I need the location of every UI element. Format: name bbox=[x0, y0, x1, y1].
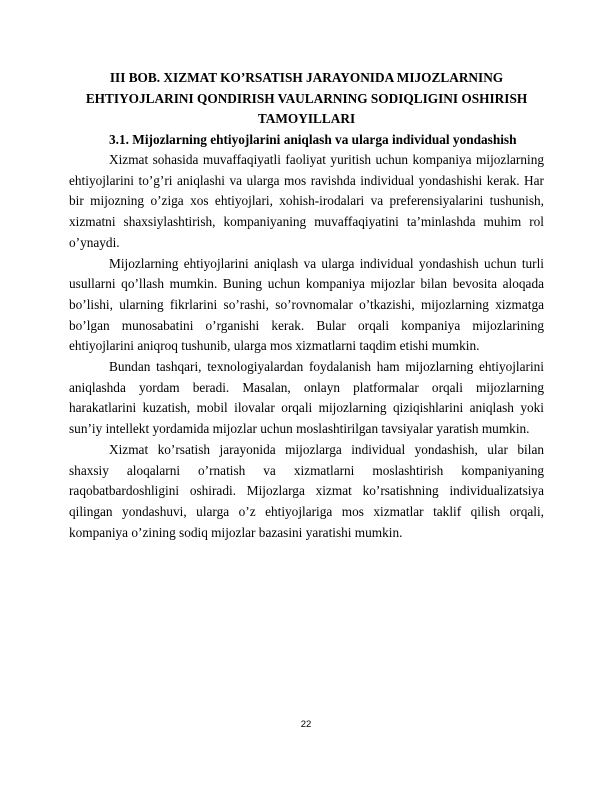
paragraph-1: Xizmat sohasida muvaffaqiyatli faoliyat yuritish uchun kompaniya mijozlarning ehtiyojlarini to’g’ri aniqlashi va ularga mos ravishda individual yondashishi kerak. Har bir mijozning o’ziga xos ehtiyojlari, xohish-irodalari va preferensiyalarini tushunish, xizmatni shaxsiylashtirish, kompaniyaning muvaffaqiyatini ta’minlashda muhim rol o’ynaydi. bbox=[69, 152, 544, 250]
paragraph-3: Bundan tashqari, texnologiyalardan foydalanish ham mijozlarning ehtiyojlarini aniqlashda yordam beradi. Masalan, onlayn platformalar orqali mijozlarning harakatlarini kuzatish, mobil ilovalar orqali mijozlarning qiziqishlarini aniqlash yoki sun’iy intellekt yordamida mijozlar uchun moslashtirilgan tavsiyalar yaratish mumkin. bbox=[69, 359, 544, 437]
document-page bbox=[69, 64, 544, 543]
paragraph-2: Mijozlarning ehtiyojlarini aniqlash va ularga individual yondashish uchun turli usullarni qo’llash mumkin. Buning uchun kompaniya mijozlar bilan bevosita aloqada bo’lishi, ularning fikrlarini so’rashi, so’rovnomalar o’tkazishi, mijozlarning xizmatga bo’lgan munosabatini o’rganishi kerak. Bular orqali kompaniya mijozlarining ehtiyojlarini aniqroq tushunib, ularga mos xizmatlarni taqdim etishi mumkin. bbox=[69, 255, 544, 354]
page-number: 22 bbox=[300, 719, 312, 730]
section-heading: 3.1. Mijozlarning ehtiyojlarini aniqlash va ularga individual yondashish bbox=[109, 131, 517, 147]
paragraph-4: Xizmat ko’rsatish jarayonida mijozlarga individual yondashish, ular bilan shaxsiy aloqalarni o’rnatish va xizmatlarni moslashtirish kompaniyaning raqobatbardoshligini oshiradi. Mijozlarga xizmat ko’rsatishning individualizatsiya qilingan yondashuvi, ularga o’z ehtiyojlariga mos xizmatlar taklif qilish orqali, kompaniya o’zining sodiq mijozlar bazasini yaratishi mumkin. bbox=[69, 441, 544, 540]
chapter-title: III BOB. XIZMAT KO’RSATISH JARAYONIDA MIJOZLARNING EHTIYOJLARINI QONDIRISH VAULARNING SODIQLIGINI OSHIRISH TAMOYILLARI bbox=[85, 70, 528, 126]
